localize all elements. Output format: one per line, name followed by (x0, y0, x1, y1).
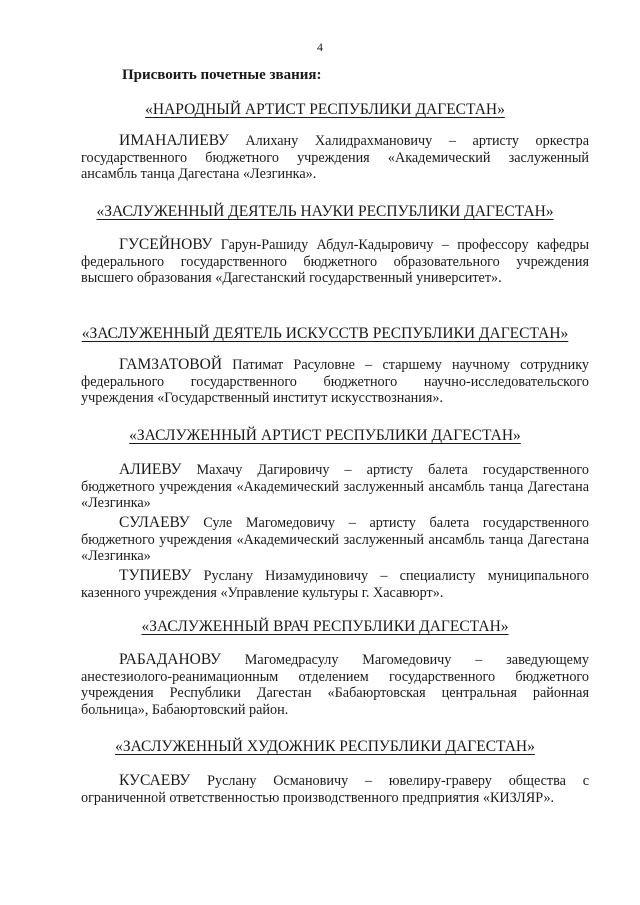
title-honored-doctor: «ЗАСЛУЖЕННЫЙ ВРАЧ РЕСПУБЛИКИ ДАГЕСТАН» (141, 618, 509, 635)
award-entry (81, 515, 589, 565)
recipient-details: Махачу Дагировичу – артисту балета государственного бюджетного учреждения «Академический заслуженный ансамбль танца Дагестана «Лезгинка» (81, 462, 589, 512)
recipient-surname: АЛИЕВУ (119, 461, 182, 478)
award-entry (81, 773, 589, 806)
recipient-surname: ГУСЕЙНОВУ (119, 236, 213, 253)
recipient-surname: ГАМЗАТОВОЙ (119, 356, 223, 373)
recipient-details: Гарун-Рашиду Абдул-Кадыровичу – профессору кафедры федерального государственного бюджетного образовательного учреждения высшего образования «Дагестанский государственный университет». (81, 237, 589, 287)
title-honored-artist: «ЗАСЛУЖЕННЫЙ АРТИСТ РЕСПУБЛИКИ ДАГЕСТАН» (129, 427, 521, 444)
recipient-surname: РАБАДАНОВУ (119, 651, 221, 668)
award-entry (81, 133, 589, 183)
award-entry (81, 568, 589, 601)
title-people-artist: «НАРОДНЫЙ АРТИСТ РЕСПУБЛИКИ ДАГЕСТАН» (145, 101, 505, 118)
title-honored-painter: «ЗАСЛУЖЕННЫЙ ХУДОЖНИК РЕСПУБЛИКИ ДАГЕСТАН» (115, 738, 535, 755)
recipient-surname: ТУПИЕВУ (119, 567, 192, 584)
recipient-details: Магомедрасулу Магомедовичу – заведующему анестезиолого-реанимационным отделением государственного бюджетного учреждения Республики Дагестан «Бабаюртовская центральная районная больница», Бабаюртовский район. (81, 652, 589, 718)
recipient-surname: СУЛАЕВУ (119, 514, 190, 531)
recipient-details: Патимат Расуловне – старшему научному сотруднику федерального государственного бюджетного научно-исследовательского учреждения «Государственный институт искусствознания». (81, 357, 589, 407)
recipient-surname: КУСАЕВУ (119, 772, 191, 789)
award-entry (81, 357, 589, 407)
award-entry (81, 652, 589, 718)
recipient-details: Руслану Османовичу – ювелиру-граверу общества с ограниченной ответственностью производственного предприятия «КИЗЛЯР». (81, 773, 589, 806)
title-honored-arts-worker: «ЗАСЛУЖЕННЫЙ ДЕЯТЕЛЬ ИСКУССТВ РЕСПУБЛИКИ ДАГЕСТАН» (81, 325, 569, 342)
award-entry (81, 237, 589, 287)
recipient-details: Алихану Халидрахмановичу – артисту оркестра государственного бюджетного учреждения «Академический заслуженный ансамбль танца Дагестана «Лезгинка». (81, 133, 589, 183)
recipient-surname: ИМАНАЛИЕВУ (119, 132, 229, 149)
recipient-details: Суле Магомедовичу – артисту балета государственного бюджетного учреждения «Академический заслуженный ансамбль танца Дагестана «Лезгинка» (81, 515, 589, 565)
title-honored-science-worker: «ЗАСЛУЖЕННЫЙ ДЕЯТЕЛЬ НАУКИ РЕСПУБЛИКИ ДАГЕСТАН» (96, 203, 554, 220)
page-number: 4 (317, 40, 323, 54)
decree-heading: Присвоить почетные звания: (122, 67, 322, 83)
award-entry (81, 462, 589, 512)
recipient-details: Руслану Низамудиновичу – специалисту муниципального казенного учреждения «Управление культуры г. Хасавюрт». (81, 568, 589, 601)
